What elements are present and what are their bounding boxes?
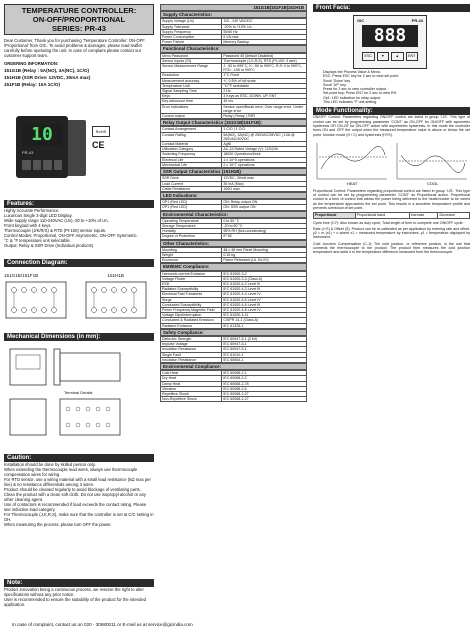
device-key (54, 160, 63, 170)
facia-legend-item: Scroll 'UP' key. (323, 82, 347, 87)
leaflet-page (4, 4, 470, 628)
spec-label: Switching Frequency (161, 152, 222, 157)
spec-label: Error Indications (161, 104, 222, 113)
spec-value: Memory Backup (222, 40, 307, 45)
spec-label: Radiated Susceptibility (161, 287, 222, 292)
connection-left-label: 151G1B/151F1B (4, 273, 39, 278)
spec-label: Utilization Category (161, 147, 222, 152)
spec-value: 0 to 50 °C (222, 218, 307, 223)
spec-value: 95% RH (Non-condensing) (222, 229, 307, 234)
spec-row (161, 58, 307, 63)
spec-value: IEC 60664-1 (222, 357, 307, 362)
note-heading: Note: (4, 579, 154, 587)
note-item: Product innovation being a continuous process, we reserve the right to alter specifications without any prior notice. (4, 587, 144, 597)
spec-value: 12VDC, 30mA max (222, 176, 307, 181)
spec-value: ON: SSR output ON (222, 205, 307, 210)
spec-label: Single Fault (161, 352, 222, 357)
relay-table (160, 126, 307, 168)
connection-heading: Connection Diagram: (4, 259, 154, 267)
onoff-graphs (313, 139, 470, 187)
spec-label: Dry Heat (161, 376, 222, 381)
facia-legend-item: ESC: Press ESC key for 2 sec to view set point. (323, 74, 400, 79)
spec-value: -20 to 60 °C (222, 223, 307, 228)
spec-value: °C/°F selectable (222, 83, 307, 88)
spec-label: Sensor Measurement Range (161, 64, 222, 73)
spec-value: 1 x 10^5 operations (222, 157, 307, 162)
facia-keys (362, 52, 418, 61)
spec-label: Voltage Dips/Interruption (161, 313, 222, 318)
spec-label: Damp Heat (161, 381, 222, 386)
spec-value: 18000 Operations/Hour (222, 152, 307, 157)
spec-label: Cold Heat (161, 371, 222, 376)
feature-item: Luxurious Single 3-digit LED Display. (4, 213, 73, 218)
spec-value: 48 x 48 mm Panel Mounting (222, 247, 307, 252)
spec-value: IEC 61000-4-3 Level III (222, 287, 307, 292)
spec-value: 100Ω max. (222, 186, 307, 191)
spec-label: Contact Rating (161, 132, 222, 141)
connection-section (4, 256, 154, 322)
spec-value: 30 mA (Max) (222, 181, 307, 186)
spec-label: OP1 (Red LED) (161, 205, 222, 210)
spec-value: ON: Relay output ON (222, 200, 307, 205)
up-key: ▲ (391, 52, 404, 61)
spec-value: 0.15 kg (222, 252, 307, 257)
spec-value: IEC 60947-5-1 (222, 342, 307, 347)
safety-table (160, 336, 307, 363)
spec-value: IEC 61000-3-3 (Class A) (222, 276, 307, 281)
facia-legend-item: Displays the Process Value & Menu. (323, 70, 381, 74)
spec-row (161, 40, 307, 45)
spec-value: 40 ms (222, 99, 307, 104)
spec-label: Insulation Resistance (161, 357, 222, 362)
spec-label: Supply Voltage (Un) (161, 19, 222, 24)
esc-key: ESC (362, 52, 375, 61)
onoff-text: ON/OFF Control: Parameters regarding ON/OFF control are listed in group 'I-IS'. This type of control can be set by programming parameter 'CONT' as ON-OFF for ON/OFF with symmetric hysteresis OR ON-OF for ON-OFF action with asymmetric hysteresis. In this mode the controller turns ON and OFF the output when the measured temperature value is above or below the set point, function mode (H / C) and hysteresis (HYS). (313, 115, 470, 137)
intro-text: Dear Customer, Thank you for purchasing 'Temperature Controller: ON-OFF /Proportional' from GIC. To avoid problems & damages, please read leaflet carefully before operating the unit. In case of complaint please contact our customer support team. (4, 38, 145, 58)
proportional-table (313, 212, 470, 218)
environment-heading: Environmental Characteristics: (160, 211, 307, 218)
device-key (43, 160, 52, 170)
spec-label: Contact Arrangement (161, 127, 222, 132)
terminal-details-label: Terminal Details (64, 390, 93, 395)
mode-heading: Mode Functionality: (313, 107, 470, 115)
spec-value: IEC 61326-1 (222, 323, 307, 328)
spec-value: IEC 61000-4-2 Level III (222, 281, 307, 286)
heat-label: HEAT (347, 180, 358, 186)
spec-value: Thermocouple (J,K,R,S), RTD (Pt-100: 3 wire) (222, 58, 307, 63)
spec-value: IEC 60068-2-78 (222, 381, 307, 386)
cool-label: COOL (427, 180, 439, 186)
spec-label: OP1 (Red LED) (161, 200, 222, 205)
spec-label: Conducted & Radiated Emission (161, 318, 222, 323)
env-compliance-heading: Environmental Compliance: (160, 363, 307, 370)
spec-value: IEC 60068-2-1 (222, 371, 307, 376)
feature-item: Highly Accurate Performance. (4, 208, 60, 213)
prop-cell: Increase (409, 213, 438, 218)
spec-value: IEC 60068-2-2 (222, 376, 307, 381)
connection-diagram (4, 280, 154, 322)
spec-row (161, 205, 307, 210)
facia-brand: GIC (357, 18, 365, 23)
env-compliance-table (160, 370, 307, 402)
product-image (16, 116, 107, 188)
spec-value: IEC 61000-4-4 Level IV (222, 292, 307, 297)
ssr-heading: SSR Output Characteristics (151H1B) (160, 168, 307, 175)
device-side (68, 120, 86, 176)
spec-value: 2 x 10^7 operations (222, 162, 307, 167)
spec-label: Temperature Unit (161, 83, 222, 88)
spec-value: 5A(NO), 3A(NC) @ 250VAC/28VDC | 10A @ 250VAC/30VDC (222, 132, 307, 141)
spec-value: IEC 60068-2-27 (222, 392, 307, 397)
spec-label: Repetitive Shock (161, 392, 222, 397)
other-heading: Other Characteristics: (160, 240, 307, 247)
spec-column (160, 4, 307, 402)
spec-label: ESD (161, 281, 222, 286)
caution-item: Installation should be done by skilled person only. (4, 462, 96, 467)
spec-value: Flame Retardant (UL 94-V0) (222, 258, 307, 263)
spec-row (161, 397, 307, 402)
supply-heading: Supply Characteristics: (160, 11, 307, 18)
spec-value: +/- 0.5% of full scale (222, 78, 307, 83)
spec-value: J: -50 to 999°C, K: -50 to 999°C, R,S: 0 to 999°C, RTD: -199 to 999°C (222, 64, 307, 73)
ent-key: ENT (406, 52, 419, 61)
facia-legend-item: Op1: LED indication for relay output. (323, 95, 381, 100)
spec-row (161, 104, 307, 113)
order-item: 151H1B (SSR Drive: 12VDC, 30mA max) (4, 75, 91, 80)
spec-label: Non-Repetitive Shock (161, 397, 222, 402)
order-item: 151F1B (Relay: 10A 1C/O) (4, 82, 60, 87)
spec-value: IP 65 (222, 234, 307, 239)
spec-label: Measurement accuracy (161, 78, 222, 83)
spec-label: Dielectric Strength (161, 336, 222, 341)
spec-row (161, 162, 307, 167)
facia-legend (323, 70, 470, 104)
spec-value: AC-15 Rated Voltage (V): 120/240 (222, 147, 307, 152)
spec-row (161, 114, 307, 119)
spec-value: IEC 61000-4-5 Level IV (222, 297, 307, 302)
facia-legend-item: Scroll 'Down' key. (323, 78, 351, 83)
spec-value: AgNi (222, 142, 307, 147)
spec-label: Impulse Voltage (161, 342, 222, 347)
spec-label: Power Failure (161, 40, 222, 45)
spec-row (161, 357, 307, 362)
caution-item: For Thermocouple (J,K,R,S), make sure that the controller is set at C/C setting in OH. (4, 512, 154, 522)
facia-model: PR-43 (411, 18, 423, 23)
spec-value: IEC 60068-2-27 (222, 397, 307, 402)
spec-row (161, 64, 307, 73)
spec-label: Storage Temperature (161, 223, 222, 228)
connection-right-label: 151H1B (107, 273, 124, 278)
spec-label: Surge (161, 297, 222, 302)
spec-label: Contact Material (161, 142, 222, 147)
spec-value: IEC 60947-5-1 (222, 347, 307, 352)
caution-section (4, 451, 154, 527)
feature-item: Wide supply range 110-240VAC (Un),-20 to +10% of Un. (4, 218, 109, 223)
spec-value: IEC 60068-2-6 (222, 386, 307, 391)
spec-value: 1°C Fixed (222, 73, 307, 78)
facia-legend-item: This LED indicates °F unit setting. (323, 100, 377, 105)
cold-junction-text: Cold Junction Compensation (C-J): The cold junction, or reference junction, is the one that connects the thermocouple to the product. The product then measures the cold junction temperature and adds it to the temperature difference measured from the thermocouple. (313, 241, 470, 255)
device-display: 10 (22, 124, 62, 146)
caution-item: When extending the thermocouple lead wires, always use thermocouple compensation wires for wiring. (4, 467, 138, 477)
spec-label: Key-debounce time (161, 99, 222, 104)
facia-legend-item: Set point key: Press ENT for 2 sec to view RH. (323, 91, 398, 96)
device-body (16, 116, 68, 178)
feature-item: Control Modes: Proportional, ON-OFF Asymmetric, ON-OFF Symmetric. (4, 233, 138, 238)
feature-item: Front keypad with 4 keys. (4, 223, 52, 228)
left-column (4, 4, 154, 607)
caution-item: Clean the product with a clean soft cloth. Do not use isopropyl alcohol or any other cleaning agent. (4, 492, 146, 502)
spec-value: 2 Hz (222, 89, 307, 94)
spec-label: Load Current (161, 181, 222, 186)
led-table (160, 199, 307, 210)
feature-item: Output: Relay & SSR Drive (Individual products) (4, 243, 94, 248)
ordering-list (4, 67, 154, 88)
spec-label: Signal Sampling Time (161, 89, 222, 94)
title-line-3: SERIES: PR-43 (51, 24, 107, 33)
spec-value: IEC 61000-3-2 (222, 271, 307, 276)
spec-value: Sensor open/Break error; Over range error; Under range error (222, 104, 307, 113)
prop-cell: Decrease (438, 213, 470, 218)
caution-item: For RTD sensor, use a wiring material with a small lead resistance (5Ω max per line) & no resistance differentials among 3 wires. (4, 477, 151, 487)
caution-item: Use of contactors is recommended if load exceeds the contact rating. Please see inductive load category. (4, 502, 147, 512)
spec-label: Power Consumption (161, 35, 222, 40)
functional-table (160, 53, 307, 120)
rohs-badge: RoHS (92, 126, 110, 137)
relay-heading: Relay Output Characteristics (151G1B|151F1B): (160, 119, 307, 126)
cycle-text: Cycle time (CY): Also known as duty cycle; Total length of time to complete one ON/OFF cycle. (313, 220, 464, 225)
spec-label: Power Frequency Magnetic Field (161, 307, 222, 312)
supply-table (160, 18, 307, 45)
footer-contact: In case of complaint, contact us on 020 - 30680011 or E-mail us at service@gicindia.com (12, 622, 193, 627)
facia-display: 888 (362, 25, 418, 47)
spec-value: 6 VA max. (222, 35, 307, 40)
spec-label: Humidity (161, 229, 222, 234)
spec-label: Degree of Protection (161, 234, 222, 239)
rate-offset-text: Rate (r+S) & Offset (S): Product can be re-calibrated as per application by entering rate and offset. y2 = m (x1) + c where x1 = measured temperature by instrument, y1 = temperature displayed by instrument. (313, 226, 470, 240)
spec-label: Menu Password (161, 53, 222, 58)
spec-value: 1 C/O | 1 C/O (222, 127, 307, 132)
mechanical-section (4, 330, 154, 451)
prop-cell: Proportional (314, 213, 356, 218)
spec-label: Supply Tolerance (161, 24, 222, 29)
note-item: User is recommended to ensure the suitability of the product for the intended application. (4, 597, 146, 607)
spec-label: Mounting (161, 247, 222, 252)
prop-cell: Proportional band (355, 213, 409, 218)
spec-label: Resolution (161, 73, 222, 78)
ordering-label: ORDERING INFORMATION: (4, 61, 59, 66)
note-section (4, 576, 154, 607)
spec-value: 4 Keys as ESC, DOWN, UP, ENT (222, 94, 307, 99)
caution-item: Product should be cleaned regularly to avoid blockage of ventilating parts. (4, 487, 141, 492)
spec-label: Conducted Susceptibility (161, 302, 222, 307)
spec-label: Enclosure (161, 258, 222, 263)
facia-panel (353, 15, 427, 69)
mechanical-heading: Mechanical Dimensions (in mm): (4, 333, 154, 341)
spec-label: Vibration (161, 386, 222, 391)
safety-heading: Safety Compliance: (160, 329, 307, 336)
spec-label: Electrical Fast Transients (161, 292, 222, 297)
spec-value: Password 45 (default Disabled) (222, 53, 307, 58)
facia-legend-item: Press for 2 sec to view controller output. (323, 87, 387, 92)
spec-row (161, 234, 307, 239)
feature-item: °C & °F temperature unit selectable. (4, 238, 71, 243)
spec-label: Supply Frequency (161, 29, 222, 34)
document-title (4, 4, 154, 35)
spec-value: Relay | Relay | SSR (222, 114, 307, 119)
spec-row (161, 186, 307, 191)
down-key: ▼ (377, 52, 390, 61)
spec-label: Keys (161, 94, 222, 99)
spec-value: 110 - 240 VAC/DC (222, 19, 307, 24)
environment-table (160, 218, 307, 240)
title-line-1: TEMPERATURE CONTROLLER: (21, 6, 137, 15)
title-line-2: ON-OFF/PROPORTIONAL (32, 15, 126, 24)
spec-value: IEC 60947-5-1 (2 kV) (222, 336, 307, 341)
spec-row (161, 132, 307, 141)
front-facia-heading: Front Facia: (313, 4, 470, 12)
caution-heading: Caution: (4, 454, 154, 462)
caution-list (4, 462, 154, 527)
spec-label: Sensor Inputs (SI) (161, 58, 222, 63)
device-key (33, 160, 42, 170)
spec-label: Control output (161, 114, 222, 119)
note-list (4, 587, 154, 607)
mechanical-drawing (4, 343, 154, 451)
device-keys (22, 160, 62, 170)
order-item: 151G1B (Relay : 5A(NO), 3A(NC), 1C/O) (4, 68, 90, 73)
spec-value: -20% to +10% Un (222, 24, 307, 29)
product-code-header: 151G1B|151F1B|151H1B (160, 4, 307, 11)
led-heading: LED Indications: (160, 192, 307, 199)
ce-mark: CE (92, 140, 105, 150)
ssr-table (160, 175, 307, 192)
spec-label: SSR Drive (161, 176, 222, 181)
spec-label: Mechanical Life (161, 162, 222, 167)
spec-label: Weight (161, 252, 222, 257)
spec-value: IEC 61010-1 (222, 352, 307, 357)
features-heading: Features: (4, 200, 154, 208)
spec-label: Radiated Emission (161, 323, 222, 328)
other-table (160, 247, 307, 264)
right-column (313, 4, 470, 255)
emc-heading: EMI/EMC Compliance: (160, 263, 307, 270)
features-section (4, 197, 154, 248)
spec-value: 50/60 Hz (222, 29, 307, 34)
spec-value: IEC 61000-4-6 Level III (222, 302, 307, 307)
caution-item: When measuring the process, please turn OFF the power. (4, 522, 112, 527)
spec-row (161, 258, 307, 263)
spec-label: Voltage Flicker (161, 276, 222, 281)
spec-value: IEC 61000-4-11 (222, 313, 307, 318)
emc-table (160, 271, 307, 329)
proportional-text: Proportional Control: Parameters regarding proportional control are listed in group 'I-IS'. This type of control can be set by programming parameter 'CONT' as Proportional action. Proportional control is a form of control that allows the power being delivered to the heater/cooler to be varied as the temperature approaches the set point. This results in a smoother temperature profile and prevents overshoot of set point. (313, 188, 470, 211)
spec-label: Cable Resistance (161, 186, 222, 191)
spec-value: CISPR 14-1 (Class A) (222, 318, 307, 323)
functional-heading: Functional Characteristics: (160, 45, 307, 52)
device-key (22, 160, 31, 170)
spec-row (161, 323, 307, 328)
spec-label: Operating Temperature (161, 218, 222, 223)
feature-item: Thermocouple (J/K/R/S) & RTD (Pt-100) sensor inputs. (4, 228, 107, 233)
spec-label: Insulation Resistance (161, 347, 222, 352)
front-facia-drawing (313, 12, 470, 70)
spec-value: IEC 61000-4-8 Level IV (222, 307, 307, 312)
spec-label: Harmonic current Emission (161, 271, 222, 276)
features-list (4, 208, 154, 248)
device-model: PR-43 (22, 150, 34, 155)
spec-label: Electrical Life (161, 157, 222, 162)
